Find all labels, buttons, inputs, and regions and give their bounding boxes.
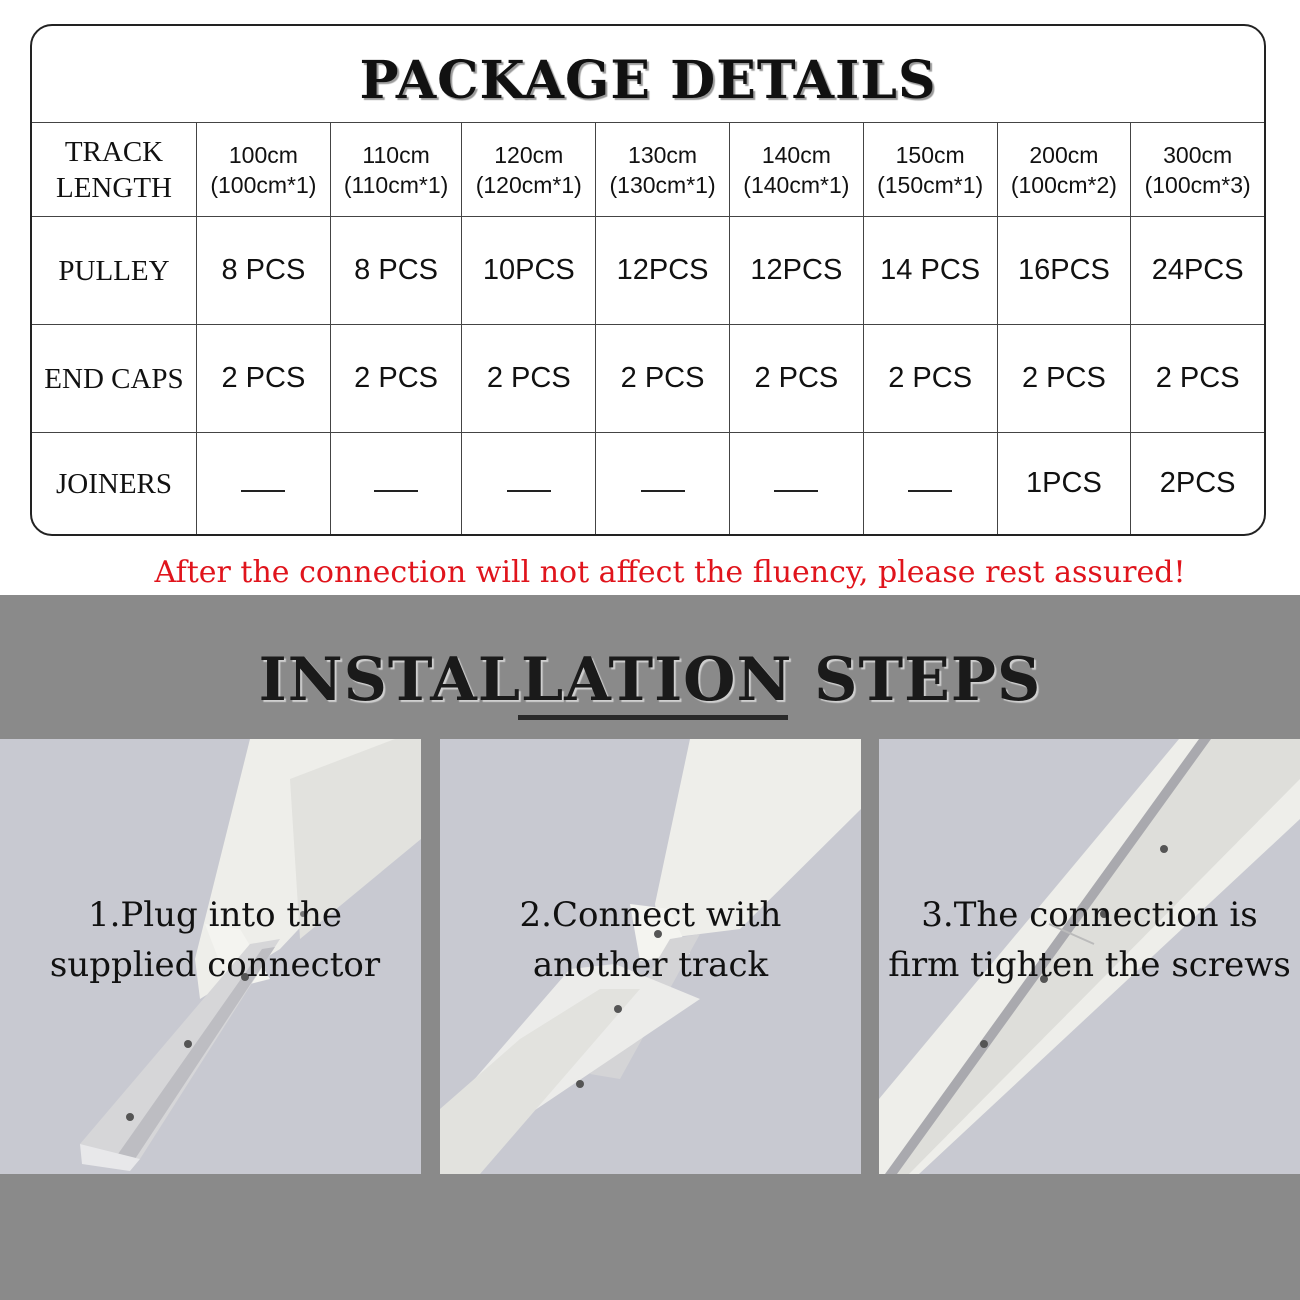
- table-row-joiners: [32, 433, 1264, 535]
- pulley-cell: 12PCS: [596, 217, 730, 325]
- pulley-cell: 8 PCS: [330, 217, 462, 325]
- end-caps-cell: 2 PCS: [197, 325, 331, 433]
- row-header-track-length: [32, 123, 197, 217]
- package-details-title: PACKAGE DETAILS: [359, 50, 937, 111]
- length-cell: 150cm (150cm*1): [863, 123, 997, 217]
- joiners-cell: [330, 433, 462, 535]
- end-caps-cell: 2 PCS: [729, 325, 863, 433]
- end-caps-cell: 2 PCS: [330, 325, 462, 433]
- pulley-cell: 8 PCS: [197, 217, 331, 325]
- step-1-caption: [0, 890, 430, 990]
- length-cell: 130cm (130cm*1): [596, 123, 730, 217]
- joiners-cell: 1PCS: [997, 433, 1131, 535]
- step-caption-line: 3.The connection is: [921, 895, 1258, 935]
- dash-mark: [908, 490, 952, 492]
- pulley-cell: 24PCS: [1131, 217, 1264, 325]
- package-details-panel: [30, 24, 1266, 536]
- step-caption-line: firm tighten the screws: [888, 945, 1291, 985]
- table-row-track-length: [32, 123, 1264, 217]
- pulley-cell: 12PCS: [729, 217, 863, 325]
- joiners-cell: [863, 433, 997, 535]
- row-header-end-caps: END CAPS: [32, 325, 197, 433]
- joiners-cell: 2PCS: [1131, 433, 1264, 535]
- row-header-joiners: JOINERS: [32, 433, 197, 535]
- end-caps-cell: 2 PCS: [462, 325, 596, 433]
- length-cell: 140cm (140cm*1): [729, 123, 863, 217]
- step-caption-line: supplied connector: [49, 945, 381, 985]
- assurance-note: After the connection will not affect the fluency, please rest assured!: [154, 555, 1186, 590]
- pulley-cell: 14 PCS: [863, 217, 997, 325]
- row-header-pulley: PULLEY: [32, 217, 197, 325]
- dash-mark: [641, 490, 685, 492]
- length-cell: 110cm (110cm*1): [330, 123, 462, 217]
- step-caption-line: 1.Plug into the: [87, 895, 343, 935]
- dash-mark: [507, 490, 551, 492]
- table-row-pulley: [32, 217, 1264, 325]
- length-cell: 100cm (100cm*1): [197, 123, 331, 217]
- step-2-caption: [440, 890, 861, 990]
- joiners-cell: [197, 433, 331, 535]
- end-caps-cell: 2 PCS: [1131, 325, 1264, 433]
- row-header-line: LENGTH: [56, 171, 172, 204]
- end-caps-cell: 2 PCS: [596, 325, 730, 433]
- joiners-cell: [729, 433, 863, 535]
- table-row-end-caps: [32, 325, 1264, 433]
- row-header-line: TRACK: [64, 135, 164, 168]
- joiners-cell: [596, 433, 730, 535]
- dash-mark: [241, 490, 285, 492]
- length-cell: 200cm (100cm*2): [997, 123, 1131, 217]
- pulley-cell: 10PCS: [462, 217, 596, 325]
- length-cell: 120cm (120cm*1): [462, 123, 596, 217]
- dash-mark: [774, 490, 818, 492]
- length-cell: 300cm (100cm*3): [1131, 123, 1264, 217]
- end-caps-cell: 2 PCS: [863, 325, 997, 433]
- step-caption-line: another track: [532, 945, 769, 985]
- installation-title: INSTALLATION STEPS: [258, 645, 1042, 715]
- step-3-caption: [879, 890, 1300, 990]
- package-table: [32, 122, 1264, 535]
- title-underline: [518, 715, 788, 720]
- step-caption-line: 2.Connect with: [519, 895, 782, 935]
- joiners-cell: [462, 433, 596, 535]
- end-caps-cell: 2 PCS: [997, 325, 1131, 433]
- dash-mark: [374, 490, 418, 492]
- pulley-cell: 16PCS: [997, 217, 1131, 325]
